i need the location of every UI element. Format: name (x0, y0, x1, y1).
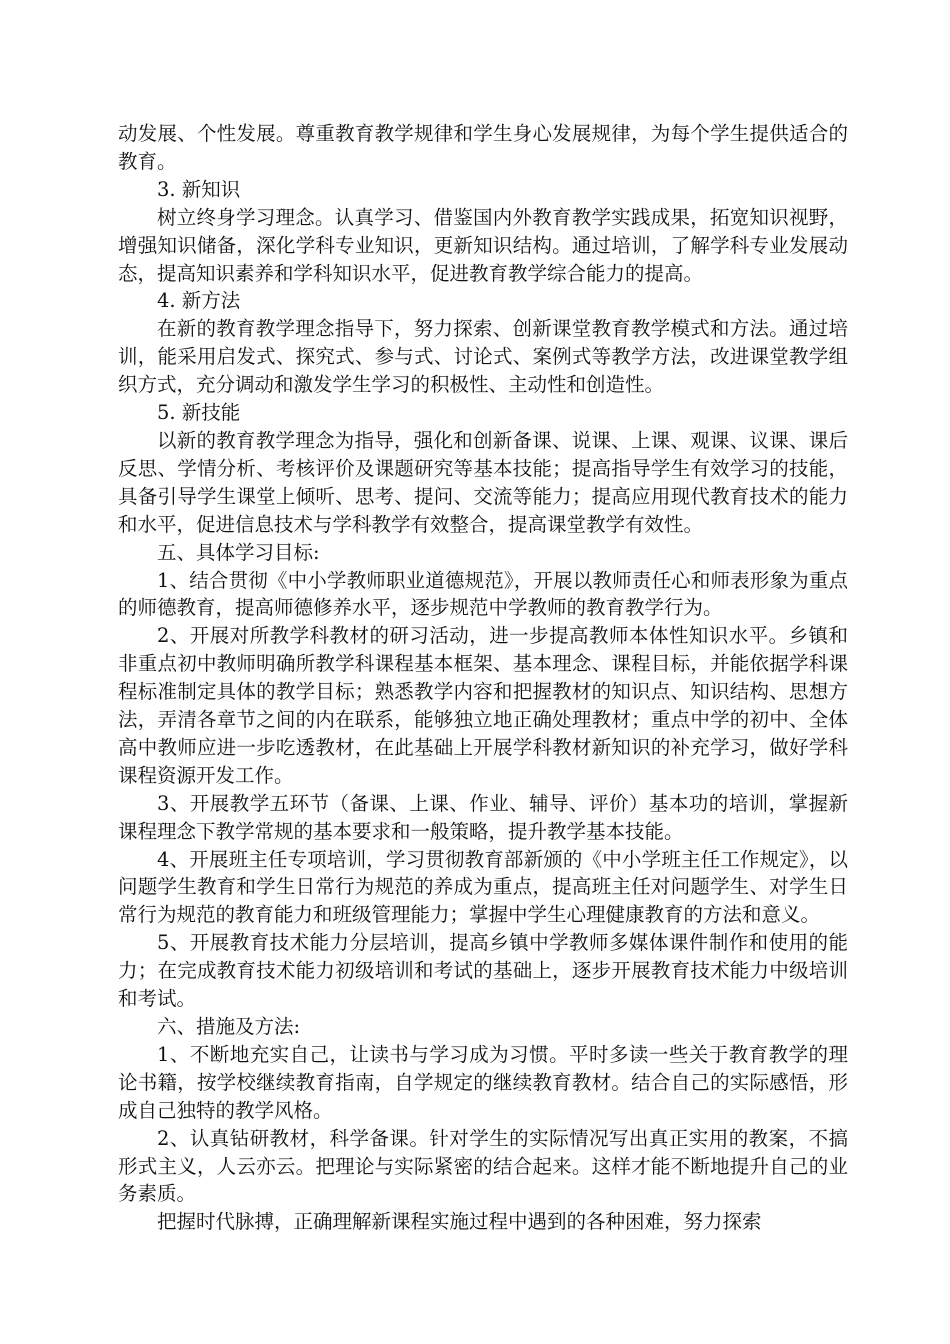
paragraph-measure-3: 把握时代脉搏，正确理解新课程实施过程中遇到的各种困难，努力探索 (157, 1210, 762, 1234)
paragraph-new-knowledge: 树立终身学习理念。认真学习、借鉴国内外教育教学实践成果，拓宽知识视野，增强知识储备，深化学科专业知识，更新知识结构。通过培训，了解学科专业发展动态，提高知识素养和学科知识水平，促进教育教学综合能力的提高。 (118, 205, 848, 285)
heading-new-skills: 5. 新技能 (157, 401, 241, 425)
paragraph-new-skills: 以新的教育教学理念为指导，强化和创新备课、说课、上课、观课、议课、课后反思、学情分析、考核评价及课题研究等基本技能；提高指导学生有效学习的技能，具备引导学生课堂上倾听、思考、提问、交流等能力；提高应用现代教育技术的能力和水平，促进信息技术与学科教学有效整合，提高课堂教学有效性。 (118, 428, 848, 536)
heading-new-methods: 4. 新方法 (157, 289, 241, 313)
paragraph-goal-2: 2、开展对所教学科教材的研习活动，进一步提高教师本体性知识水平。乡镇和非重点初中教师明确所教学科课程基本框架、基本理念、课程目标，并能依据学科课程标准制定具体的教学目标；熟悉教学内容和把握教材的知识点、知识结构、思想方法，弄清各章节之间的内在联系，能够独立地正确处理教材；重点中学的初中、全体高中教师应进一步吃透教材，在此基础上开展学科教材新知识的补充学习，做好学科课程资源开发工作。 (118, 624, 848, 787)
heading-learning-goals: 五、具体学习目标: (157, 540, 320, 564)
paragraph-goal-3: 3、开展教学五环节（备课、上课、作业、辅导、评价）基本功的培训，掌握新课程理念下教学常规的基本要求和一般策略，提升教学基本技能。 (118, 791, 848, 843)
paragraph-continuation: 动发展、个性发展。尊重教育教学规律和学生身心发展规律，为每个学生提供适合的教育。 (118, 122, 848, 173)
paragraph-measure-1: 1、不断地充实自己，让读书与学习成为习惯。平时多读一些关于教育教学的理论书籍，按学校继续教育指南，自学规定的继续教育教材。结合自己的实际感悟，形成自己独特的教学风格。 (118, 1042, 848, 1122)
paragraph-goal-4: 4、开展班主任专项培训，学习贯彻教育部新颁的《中小学班主任工作规定》，以问题学生教育和学生日常行为规范的养成为重点，提高班主任对问题学生、对学生日常行为规范的教育能力和班级管理能力；掌握中学生心理健康教育的方法和意义。 (118, 847, 848, 927)
heading-new-knowledge: 3. 新知识 (157, 177, 241, 201)
paragraph-goal-5: 5、开展教育技术能力分层培训，提高乡镇中学教师多媒体课件制作和使用的能力；在完成教育技术能力初级培训和考试的基础上，逐步开展教育技术能力中级培训和考试。 (118, 931, 848, 1011)
document-page (118, 120, 848, 1236)
paragraph-goal-1: 1、结合贯彻《中小学教师职业道德规范》，开展以教师责任心和师表形象为重点的师德教育，提高师德修养水平，逐步规范中学教师的教育教学行为。 (118, 568, 848, 620)
paragraph-new-methods: 在新的教育教学理念指导下，努力探索、创新课堂教育教学模式和方法。通过培训，能采用启发式、探究式、参与式、讨论式、案例式等教学方法，改进课堂教学组织方式，充分调动和激发学生学习的积极性、主动性和创造性。 (118, 317, 848, 397)
paragraph-measure-2: 2、认真钻研教材，科学备课。针对学生的实际情况写出真正实用的教案，不搞形式主义，人云亦云。把理论与实际紧密的结合起来。这样才能不断地提升自己的业务素质。 (118, 1126, 848, 1206)
heading-measures: 六、措施及方法: (157, 1015, 301, 1038)
